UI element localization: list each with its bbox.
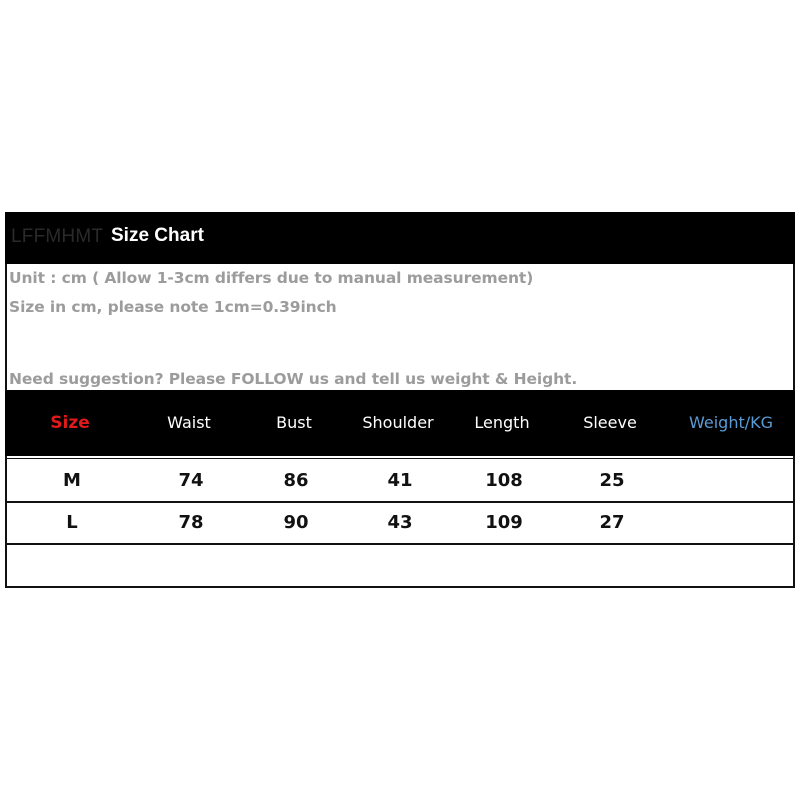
table-header (5, 390, 795, 456)
column-header-sleeve: Sleeve (583, 413, 637, 432)
cell-shoulder: 43 (387, 512, 413, 533)
cell-sleeve: 25 (599, 470, 625, 491)
cell-waist: 74 (178, 470, 204, 491)
cell-length: 108 (485, 470, 523, 491)
cell-sleeve: 27 (599, 512, 625, 533)
conversion-note: Size in cm, please note 1cm=0.39inch (9, 298, 337, 316)
cell-bust: 90 (283, 512, 309, 533)
cell-size: L (66, 512, 78, 533)
brand-name: LFFMHMT (11, 226, 104, 247)
table-row (7, 501, 793, 545)
column-header-shoulder: Shoulder (362, 413, 434, 432)
cell-shoulder: 41 (387, 470, 413, 491)
cell-bust: 86 (283, 470, 309, 491)
cell-waist: 78 (178, 512, 204, 533)
column-header-size: Size (50, 413, 90, 433)
unit-note: Unit : cm ( Allow 1-3cm differs due to manual measurement) (9, 269, 534, 287)
column-header-waist: Waist (167, 413, 211, 432)
column-header-weight: Weight/KG (688, 413, 774, 432)
column-header-bust: Bust (276, 413, 312, 432)
chart-title: Size Chart (111, 225, 204, 246)
size-chart (5, 212, 795, 588)
column-header-length: Length (474, 413, 530, 432)
cell-length: 109 (485, 512, 523, 533)
cell-size: M (63, 470, 81, 491)
table-row (7, 458, 793, 503)
suggestion-note: Need suggestion? Please FOLLOW us and tell us weight & Height. (9, 370, 578, 388)
title-bar (5, 212, 795, 264)
